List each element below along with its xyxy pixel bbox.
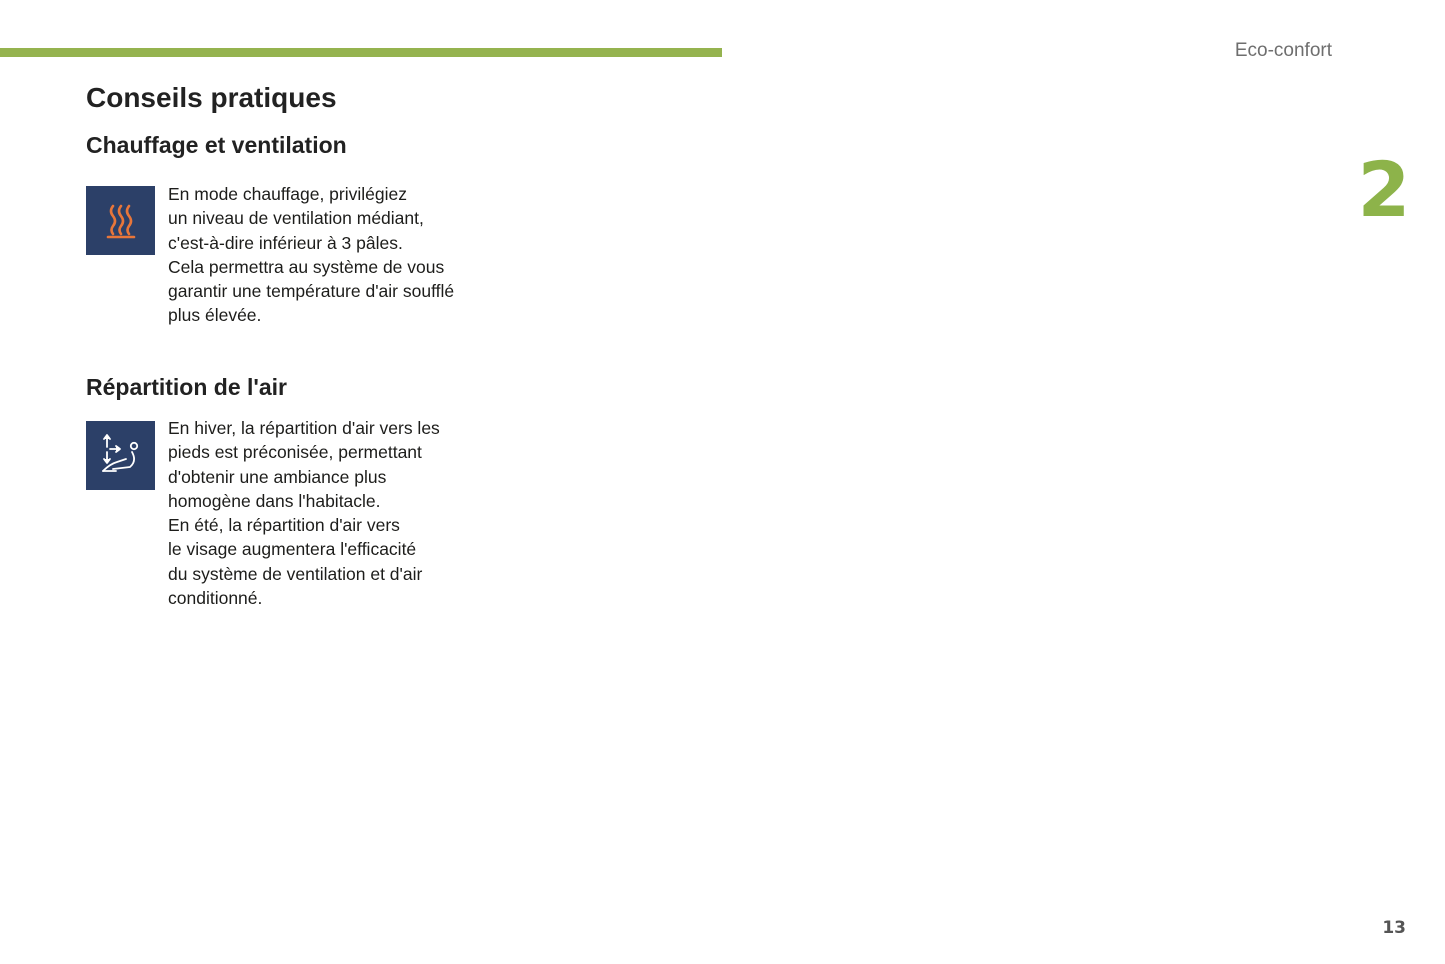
text-line: En mode chauffage, privilégiez	[168, 184, 407, 204]
text-line: d'obtenir une ambiance plus	[168, 466, 387, 487]
text-line: du système de ventilation et d'air	[168, 563, 423, 584]
text-line: le visage augmentera l'efficacité	[168, 539, 417, 560]
header-accent-bar	[0, 48, 722, 57]
text-line: En été, la répartition d'air vers	[168, 515, 400, 536]
heating-paragraph	[168, 182, 508, 328]
section-heading-air-distribution: Répartition de l'air	[86, 374, 288, 400]
text-line: c'est-à-dire inférieur à 3 pâles.	[168, 232, 403, 253]
page-title: Conseils pratiques	[86, 82, 337, 113]
text-line: conditionné.	[168, 588, 263, 609]
heating-icon	[86, 186, 155, 255]
air-distribution-icon	[86, 421, 155, 490]
text-line: homogène dans l'habitacle.	[168, 490, 381, 511]
text-line: Cela permettra au système de vous	[168, 256, 445, 277]
text-line: pieds est préconisée, permettant	[168, 442, 422, 463]
text-line: un niveau de ventilation médiant,	[168, 208, 424, 229]
chapter-number: 2	[1357, 145, 1411, 234]
text-line: plus élevée.	[168, 305, 262, 326]
section-heading-heating: Chauffage et ventilation	[86, 132, 347, 158]
air-distribution-paragraph	[168, 416, 508, 610]
text-line: garantir une température d'air soufflé	[168, 281, 455, 302]
page-number: 13	[1382, 918, 1406, 938]
section-name: Eco-confort	[1234, 40, 1332, 61]
text-line: En hiver, la répartition d'air vers les	[168, 418, 440, 438]
